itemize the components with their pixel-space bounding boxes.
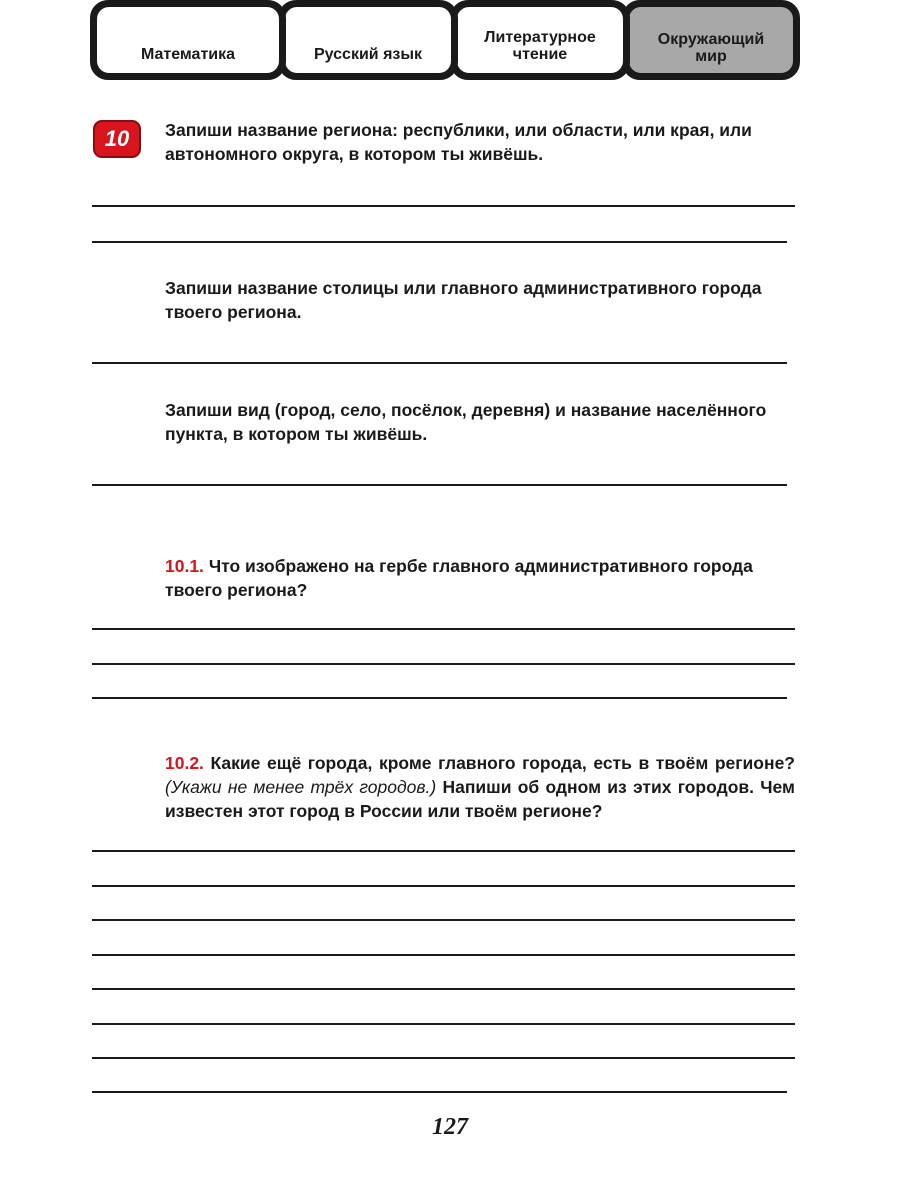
- question-other-cities: [165, 751, 795, 823]
- task-number-badge: 10: [93, 120, 141, 158]
- tab-world-around[interactable]: [622, 0, 800, 80]
- tab-label: Литературное чтение: [484, 29, 596, 63]
- answer-line[interactable]: [92, 663, 795, 665]
- answer-line[interactable]: [92, 362, 787, 364]
- answer-line[interactable]: [92, 850, 795, 852]
- question-settlement: Запиши вид (город, село, посёлок, деревня) и название населённого пункта, в котором ты живёшь.: [165, 400, 767, 444]
- subtask-text: Какие ещё города, кроме главного города, есть в твоём регионе?: [210, 753, 795, 773]
- answer-line[interactable]: [92, 628, 795, 630]
- subtask-number: 10.1.: [165, 556, 204, 576]
- answer-line[interactable]: [92, 697, 787, 699]
- answer-line[interactable]: [92, 1057, 795, 1059]
- answer-line[interactable]: [92, 954, 795, 956]
- subject-tabs: [90, 0, 800, 82]
- answer-line[interactable]: [92, 919, 795, 921]
- tab-russian-language[interactable]: [278, 0, 458, 80]
- question-capital: Запиши название столицы или главного административного города твоего региона.: [165, 278, 762, 322]
- answer-line[interactable]: [92, 241, 787, 243]
- tab-mathematics[interactable]: [90, 0, 286, 80]
- answer-line[interactable]: [92, 1091, 787, 1093]
- tab-label: Русский язык: [313, 46, 423, 63]
- answer-line[interactable]: [92, 205, 795, 207]
- tab-label: Математика: [140, 46, 236, 63]
- question-coat-of-arms: [165, 554, 795, 602]
- answer-line[interactable]: [92, 885, 795, 887]
- subtask-text: Что изображено на гербе главного административного города твоего региона?: [165, 556, 753, 600]
- page-number: 127: [432, 1114, 468, 1140]
- tab-literary-reading[interactable]: [450, 0, 630, 80]
- subtask-hint: (Укажи не менее трёх городов.): [165, 777, 437, 797]
- question-region: Запиши название региона: республики, или области, или края, или автономного округа, в котором ты живёшь.: [165, 120, 752, 164]
- subtask-number: 10.2.: [165, 753, 204, 773]
- answer-line[interactable]: [92, 484, 787, 486]
- answer-line[interactable]: [92, 988, 795, 990]
- answer-line[interactable]: [92, 1023, 795, 1025]
- tab-label: Окружающий мир: [657, 31, 765, 65]
- subtask-text: Напиши об одном из этих городов. Чем известен этот город в России или твоём регионе?: [165, 777, 795, 821]
